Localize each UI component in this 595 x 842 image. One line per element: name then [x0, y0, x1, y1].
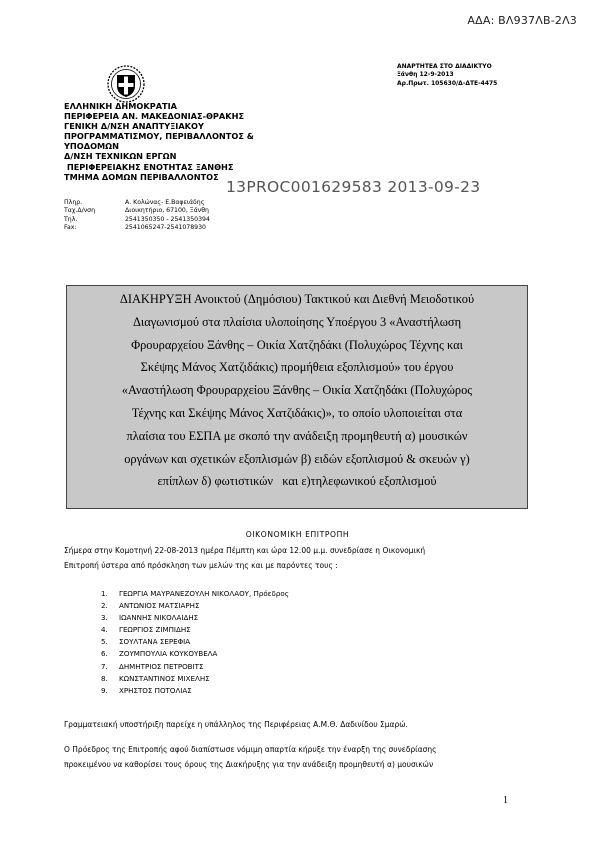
list-item	[101, 648, 289, 660]
authority-line: ΓΕΝΙΚΗ Δ/ΝΣΗ ΑΝΑΠΤΥΞΙΑΚΟΥ	[64, 121, 204, 132]
contact-row	[64, 224, 210, 232]
posting-line: Ξάνθη 12-9-2013	[397, 71, 454, 79]
authority-line: ΕΛΛΗΝΙΚΗ ΔΗΜΟΚΡΑΤΙΑ	[64, 101, 178, 111]
member-number: 1.	[101, 589, 108, 598]
declaration-line: «Αναστήλωση Φρουραρχείου Ξάνθης – Οικία Χατζηδάκι (Πολυχώρος	[121, 383, 473, 398]
posting-line: ΑΝΑΡΤΗΤΕΑ ΣΤΟ ΔΙΑΔΙΚΤΥΟ	[397, 63, 492, 70]
declaration-title	[70, 288, 524, 493]
authority-line: ΤΜΗΜΑ ΔΟΜΩΝ ΠΕΡΙΒΑΛΛΟΝΤΟΣ	[64, 171, 219, 182]
issuing-authority	[64, 101, 284, 182]
contact-row	[64, 207, 210, 215]
list-item	[101, 612, 289, 624]
member-name: ΔΗΜΗΤΡΙΟΣ ΠΕΤΡΟΒΙΤΣ	[119, 661, 204, 671]
list-item	[101, 661, 289, 673]
authority-line: ΥΠΟΔΟΜΩΝ	[64, 141, 119, 152]
member-name: ΓΕΩΡΓΙΟΣ ΖΙΜΠΙΔΗΣ	[119, 625, 191, 635]
list-item	[101, 624, 289, 636]
list-item	[101, 673, 289, 685]
contact-value: Διοικητήριο, 67100, Ξάνθη	[125, 207, 209, 215]
declaration-line: επίπλων δ) φωτιστικών και ε)τηλεφωνικού εξοπλισμού	[157, 474, 437, 489]
list-item	[101, 588, 289, 600]
contact-row	[64, 216, 210, 224]
contact-label: Ταχ.Δ/νση	[64, 207, 96, 215]
member-name: ΚΩΝΣΤΑΝΤΙΝΟΣ ΜΙΧΕΛΗΣ	[119, 673, 210, 683]
posting-notice	[397, 63, 497, 88]
committee-heading: ΟΙΚΟΝΟΜΙΚΗ ΕΠΙΤΡΟΠΗ	[245, 530, 350, 539]
secretary-note: Γραμματειακή υποστήριξη παρείχε η υπάλληλος της Περιφέρειας Α.Μ.Θ. Δαδινίδου Σμαρώ.	[64, 720, 408, 729]
meeting-intro	[64, 544, 513, 573]
member-number: 6.	[101, 649, 108, 659]
greek-coat-of-arms-emblem	[106, 64, 146, 104]
authority-line: Δ/ΝΣΗ ΤΕΧΝΙΚΩΝ ΕΡΓΩΝ	[64, 151, 177, 162]
declaration-line: Διαγωνισμού στα πλαίσια υλοποίησης Υποέργου 3 «Αναστήλωση	[132, 314, 462, 329]
declaration-line: Σκέψης Μάνος Χατζιδάκις) προμήθεια εξοπλισμού» του έργου	[140, 360, 454, 375]
member-number: 3.	[101, 613, 108, 623]
member-name: ΙΩΑΝΝΗΣ ΝΙΚΟΛΑΙΔΗΣ	[119, 613, 199, 623]
authority-line: ΠΕΡΙΦΕΡΕΙΑ ΑΝ. ΜΑΚΕΔΟΝΙΑΣ-ΘΡΑΚΗΣ	[64, 111, 245, 122]
member-number: 2.	[101, 601, 108, 611]
member-number: 9.	[101, 685, 108, 695]
member-name: ΑΝΤΩΝΙΟΣ ΜΑΤΣΙΑΡΗΣ	[119, 601, 200, 611]
members-list	[101, 588, 289, 697]
body-paragraph	[64, 743, 513, 772]
intro-line: Σήμερα στην Κομοτηνή 22-08-2013 ημέρα Πέμπτη και ώρα 12.00 μ.μ. συνεδρίασε η Οικονομική	[64, 546, 426, 555]
ada-code: ΑΔΑ: ΒΛ937ΛΒ-2Λ3	[467, 14, 577, 27]
member-name: ΣΟΥΛΤΑΝΑ ΣΕΡΕΦΙΑ	[119, 637, 191, 647]
contact-value: 2541350350 - 2541350394	[125, 215, 210, 223]
list-item	[101, 600, 289, 612]
intro-line: Επιτροπή ύστερα από πρόσκληση των μελών της και με παρόντες τους :	[64, 560, 338, 570]
member-number: 7.	[101, 661, 108, 671]
member-number: 8.	[101, 673, 108, 683]
declaration-line: ΔΙΑΚΗΡΥΞΗ Ανοικτού (Δημόσιου) Τακτικού και Διεθνή Μειοδοτικού	[119, 292, 475, 306]
paragraph-line: προκειμένου να καθορίσει τους όρους της Διακήρυξης για την ανάδειξη προμηθευτή α) μουσικών	[64, 759, 434, 769]
posting-line: Αρ.Πρωτ. 105630/Δ-ΔΤΕ-4475	[397, 79, 498, 87]
member-name: ΓΕΩΡΓΙΑ ΜΑΥΡΑΝΕΖΟΥΛΗ ΝΙΚΟΛΑΟΥ, Πρόεδρος	[119, 589, 289, 598]
contact-details	[64, 199, 210, 233]
list-item	[101, 685, 289, 697]
contact-value: Α. Κολώνας- Ε.Βαφειάδης	[125, 199, 205, 206]
member-name: ΧΡΗΣΤΟΣ ΠΟΤΟΛΙΑΣ	[119, 685, 192, 695]
declaration-line: Τέχνης και Σκέψης Μάνος Χατζιδάκις)», το οποίο υλοποιείται στα	[131, 405, 463, 420]
authority-line: ΠΕΡΙΦΕΡΕΙΑΚΗΣ ΕΝΟΤΗΤΑΣ ΞΑΝΘΗΣ	[64, 161, 234, 172]
contact-label: Fax:	[64, 224, 77, 232]
contact-label: Πληρ.	[64, 199, 83, 206]
contact-label: Τηλ.	[64, 215, 78, 223]
declaration-line: οργάνων και σχετικών εξοπλισμών β) ειδών εξοπλισμού & σκευών γ)	[124, 451, 470, 466]
page-number: 1	[503, 795, 508, 806]
protocol-stamp: 13PROC001629583 2013-09-23	[226, 178, 481, 196]
member-number: 4.	[101, 625, 108, 635]
declaration-line: πλαίσια του ΕΣΠΑ με σκοπό την ανάδειξη προμηθευτή α) μουσικών	[126, 428, 468, 443]
list-item	[101, 636, 289, 648]
declaration-line: Φρουραρχείου Ξάνθης – Οικία Χατζηδάκι (Πολυχώρος Τέχνης και	[131, 337, 463, 352]
contact-value: 2541065247-2541078930	[125, 224, 206, 232]
member-name: ΖΟΥΜΠΟΥΛΙΑ ΚΟΥΚΟΥΒΕΛΑ	[119, 649, 218, 659]
paragraph-line: Ο Πρόεδρος της Επιτροπής αφού διαπίστωσε νόμιμη απαρτία κήρυξε την έναρξη της συνεδρίασης	[64, 745, 437, 754]
authority-line: ΠΡΟΓΡΑΜΜΑΤΙΣΜΟΥ, ΠΕΡΙΒΑΛΛΟΝΤΟΣ &	[64, 131, 254, 142]
member-number: 5.	[101, 637, 108, 647]
